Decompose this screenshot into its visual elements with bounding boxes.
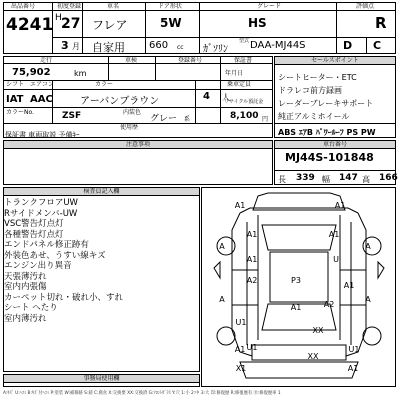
model: DAA-MJ44S [250, 40, 306, 51]
displacement-unit: cc [177, 44, 184, 51]
month: 3 [61, 39, 69, 52]
doors-label: ドア形状 [158, 3, 182, 10]
height: 166 [379, 173, 398, 183]
sales-point-item: レーダーブレーキサポート [278, 99, 374, 108]
inspector-note-line: 室内内張傷 [4, 282, 47, 292]
warranty-label: 保証書 [234, 57, 253, 64]
width-label: 幅 [322, 175, 330, 184]
score-label: 評価点 [356, 3, 375, 10]
damage-mark: P3 [291, 276, 301, 285]
ac-label: エアコン [30, 81, 54, 88]
use-type: 自家用 [92, 41, 125, 54]
sales-points-block [274, 56, 396, 138]
color: アーバンブラウン [80, 96, 160, 107]
month-unit: 月 [72, 42, 80, 51]
seats: 4 [203, 91, 210, 102]
damage-mark: A1 [234, 345, 246, 354]
mileage-unit: km [74, 69, 87, 78]
seats-label: 乗車定員 [227, 81, 252, 88]
damage-mark: U1 [348, 345, 360, 354]
model-label: 型式 [239, 38, 250, 44]
vin-title: 車台番号 [275, 141, 395, 149]
seats-unit: 人 [222, 93, 230, 102]
score: R [375, 14, 387, 32]
grade: HS [248, 16, 267, 30]
diagram-block [201, 187, 396, 387]
height-label: 高 [362, 175, 370, 184]
inspector-note-line: VSC警告灯点灯 [4, 219, 64, 229]
interior: グレー [150, 114, 178, 124]
damage-mark: A1 [290, 303, 302, 312]
damage-mark: XX [312, 326, 324, 335]
recycle-label: リサイクル預託金 [224, 99, 264, 105]
lot-label: 出品番号 [11, 3, 36, 10]
shift: IAT [6, 94, 24, 105]
color-label: カラー [95, 81, 114, 88]
inspector-note-line: 天張薄汚れ [4, 271, 47, 282]
car-name: フレア [92, 18, 128, 32]
condition-interior: C [373, 39, 382, 52]
condition-exterior: D [343, 39, 353, 52]
damage-mark: U1 [235, 318, 247, 327]
sales-point-item: シートヒーター・ETC [278, 73, 357, 82]
dealer-title: 事務局使用欄 [4, 375, 199, 383]
damage-mark: A [365, 242, 371, 251]
mileage: 75,902 [12, 67, 51, 78]
damage-mark: X1 [235, 364, 247, 373]
sales-point-item: ドラレコ前方録画 [278, 86, 342, 95]
interior-unit: 系 [184, 116, 191, 123]
sales-point-item: 純正アルミホイール [278, 112, 350, 121]
damage-mark: A2 [323, 300, 335, 309]
width: 147 [339, 173, 358, 183]
interior-label: 内装色 [123, 109, 142, 116]
year-label: 初度登録 [57, 3, 82, 10]
name-label: 車名 [107, 3, 120, 10]
recycle: 8,100 [230, 111, 259, 121]
registration-label: 登録番号 [178, 57, 203, 64]
inspector-note-line: カーペット切れ・破れ小、すれ [4, 292, 124, 303]
notes-title: 注意事項 [4, 141, 272, 149]
damage-mark: XX [307, 352, 319, 361]
era: H [55, 13, 62, 23]
damage-mark: A1 [343, 281, 355, 290]
damage-mark: A1 [328, 230, 340, 239]
inspector-note-line: 各種警告灯点灯 [4, 229, 64, 240]
damage-mark: A1 [234, 201, 246, 210]
equipment: ABS ｴｱB ﾊﾟﾜｰﾙｰﾌ PS PW [278, 128, 376, 137]
damage-mark: A [365, 295, 371, 304]
owner-value: 保証書 車両取説 予備ｷｰ [5, 131, 80, 139]
inspector-note-line: シート へたり [4, 303, 58, 313]
date-label: 年月日 [225, 70, 244, 77]
yen-unit: 円 [262, 116, 269, 123]
color-no: ZSF [62, 111, 82, 121]
damage-mark: U1 [246, 343, 258, 352]
damage-mark: A [219, 242, 225, 251]
damage-mark: A1 [246, 230, 258, 239]
inspector-note-line: トランクフロアUW [4, 198, 78, 208]
length-label: 長 [278, 175, 286, 184]
inspection-label: 車検 [125, 57, 138, 64]
grade-label: グレード [257, 3, 282, 10]
damage-mark: U [333, 255, 339, 264]
shift-label: シフト [6, 81, 25, 88]
inspector-note-line: 外装色あせ、うすい線キズ [4, 250, 106, 261]
color-no-label: カラーNo. [6, 109, 34, 116]
doors: 5W [160, 16, 182, 30]
displacement: 660 [149, 40, 169, 51]
damage-mark: A1 [334, 201, 346, 210]
inspector-note-line: 室内薄汚れ [4, 313, 47, 324]
inspector-note-line: Rサイドメンバ-UW [4, 208, 78, 219]
lot-number: 4241 [6, 15, 54, 35]
damage-mark: A1 [246, 255, 258, 264]
footer-legend: A:ｷｽﾞ U:ﾍｺﾐ B:ｷｽﾞ付ﾍｺﾐ P:塗装 W:補修跡 S:錆 C:腐食 X:交換要 XX:交換済 G:ﾌﾛﾝﾄｶﾞﾗｽ Y:穴 1:小 2:中 3:大 印:修復歴 R:修復歴有 Ⓡ:修復歴車 1 [3, 391, 281, 396]
owner-label: 使用歴 [120, 124, 139, 131]
vin: MJ44S-101848 [285, 151, 374, 164]
mileage-label: 走行 [40, 57, 53, 64]
year: 27 [61, 16, 81, 32]
sales-points-title: セールスポイント [275, 57, 395, 65]
ac: AAC [30, 94, 53, 105]
length: 339 [296, 173, 315, 183]
fuel: ｶﾞｿﾘﾝ [203, 44, 228, 55]
damage-mark: A1 [347, 364, 359, 373]
damage-mark: A2 [246, 276, 258, 285]
inspector-note-line: エンジン出り異音 [4, 261, 72, 271]
inspector-note-line: エンドパネル修正跡有 [4, 240, 89, 250]
inspector-title: 検査員記入欄 [4, 188, 199, 196]
damage-mark: A [219, 295, 225, 304]
